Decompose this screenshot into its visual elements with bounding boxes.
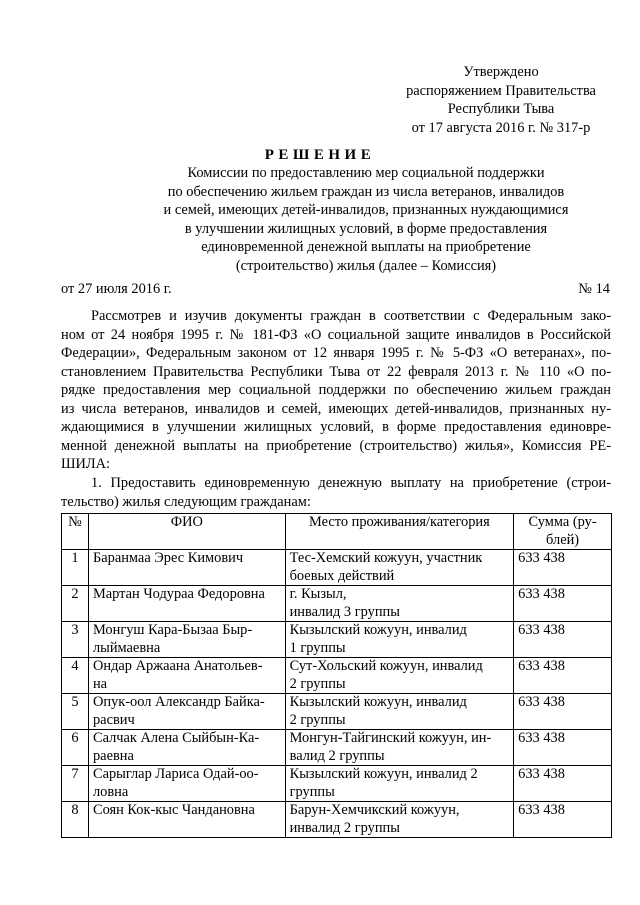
subtitle-line: единовременной денежной выплаты на приобретение [201, 239, 531, 255]
preamble-line: ШИЛА: [61, 456, 111, 472]
row-name: Баранмаа Эрес Кимович [88, 550, 285, 586]
row-place: г. Кызыл, инвалид 3 группы [285, 586, 514, 622]
row-place: Монгун-Тайгинский кожуун, ин- валид 2 группы [285, 730, 514, 766]
row-name: Соян Кок-кыс Чандановна [88, 802, 285, 838]
table-header-row [62, 514, 612, 550]
table-row [62, 694, 612, 730]
subtitle-line: (строительство) жилья (далее – Комиссия) [235, 257, 497, 274]
row-place: Тес-Хемский кожуун, участник боевых действий [285, 550, 514, 586]
decision-date: от 27 июля 2016 г. [61, 281, 172, 297]
row-sum: 633 438 [514, 586, 612, 622]
preamble-line: ждающимися в улучшении жилищных условий, в форме предоставления единовре- [61, 419, 611, 435]
point-1-paragraph [61, 474, 611, 511]
row-name: Опук-оол Александр Байка- расвич [88, 694, 285, 730]
point-1-line: тельство) жилья следующим гражданам: [61, 493, 311, 510]
preamble-line: из числа ветеранов, инвалидов и семей, имеющих детей-инвалидов, признанных ну- [61, 400, 611, 417]
approval-line: Утверждено [463, 64, 539, 80]
row-sum: 633 438 [514, 658, 612, 694]
approval-stamp [392, 63, 610, 137]
header-place: Место проживания/категория [285, 514, 514, 550]
row-place: Кызылский кожуун, инвалид 1 группы [285, 622, 514, 658]
row-number: 6 [62, 730, 89, 766]
preamble-line: ном от 24 ноября 1995 г. № 181-ФЗ «О социальной защите инвалидов в Российской [61, 326, 611, 343]
header-number: № [62, 514, 89, 550]
row-name: Ондар Аржаана Анатольев- на [88, 658, 285, 694]
preamble-line: становлением Правительства Республики Тыва от 22 февраля 2013 г. № 110 «О по- [61, 363, 611, 380]
row-name: Мартан Чодураа Федоровна [88, 586, 285, 622]
header-name: ФИО [88, 514, 285, 550]
row-sum: 633 438 [514, 766, 612, 802]
row-sum: 633 438 [514, 802, 612, 838]
table-row [62, 730, 612, 766]
row-name: Салчак Алена Сыйбын-Ка- раевна [88, 730, 285, 766]
row-number: 3 [62, 622, 89, 658]
approval-line: Республики Тыва [447, 101, 555, 117]
recipients-table [61, 513, 612, 838]
subtitle-line: в улучшении жилищных условий, в форме предоставления [184, 220, 548, 237]
row-name: Сарыглар Лариса Одай-оо- ловна [88, 766, 285, 802]
preamble-line: менной денежной выплаты на приобретение (строительство) жилья», Комиссия РЕ- [61, 437, 611, 454]
preamble-paragraph [61, 307, 611, 474]
row-number: 8 [62, 802, 89, 838]
preamble-line: Федерации», Федеральным законом от 12 января 1995 г. № 5-ФЗ «О ветеранах», по- [61, 345, 611, 361]
subtitle-line: и семей, имеющих детей-инвалидов, признанных нуждающимися [163, 202, 569, 218]
row-number: 1 [62, 550, 89, 586]
row-name: Монгуш Кара-Бызаа Быр- лыймаевна [88, 622, 285, 658]
subtitle-line: по обеспечению жильем граждан из числа ветеранов, инвалидов [167, 183, 565, 200]
table-row [62, 622, 612, 658]
point-1-line: 1. Предоставить единовременную денежную выплату на приобретение (строи- [91, 475, 611, 491]
table-row [62, 586, 612, 622]
row-sum: 633 438 [514, 730, 612, 766]
row-number: 7 [62, 766, 89, 802]
subtitle-line: Комиссии по предоставлению мер социальной поддержки [187, 165, 545, 181]
row-place: Кызылский кожуун, инвалид 2 группы [285, 694, 514, 730]
row-place: Кызылский кожуун, инвалид 2 группы [285, 766, 514, 802]
table-row [62, 550, 612, 586]
preamble-line: рядке предоставления мер социальной поддержки по обеспечению жильем граждан [61, 382, 611, 398]
row-place: Сут-Хольский кожуун, инвалид 2 группы [285, 658, 514, 694]
header-sum-label: Сумма (ру- блей) [528, 514, 597, 548]
header-sum [514, 514, 612, 550]
approval-line: распоряжением Правительства [406, 82, 596, 99]
row-sum: 633 438 [514, 622, 612, 658]
approval-line: от 17 августа 2016 г. № 317-р [411, 119, 591, 136]
row-number: 2 [62, 586, 89, 622]
table-row [62, 658, 612, 694]
preamble-line: Рассмотрев и изучив документы граждан в соответствии с Федеральным зако- [91, 308, 611, 324]
table-row [62, 766, 612, 802]
row-place: Барун-Хемчикский кожуун, инвалид 2 группы [285, 802, 514, 838]
document-title: РЕШЕНИЕ [264, 147, 376, 163]
table-row [62, 802, 612, 838]
row-sum: 633 438 [514, 550, 612, 586]
row-number: 5 [62, 694, 89, 730]
row-sum: 633 438 [514, 694, 612, 730]
row-number: 4 [62, 658, 89, 694]
decision-number: № 14 [578, 281, 610, 297]
document-subtitle [60, 164, 640, 275]
